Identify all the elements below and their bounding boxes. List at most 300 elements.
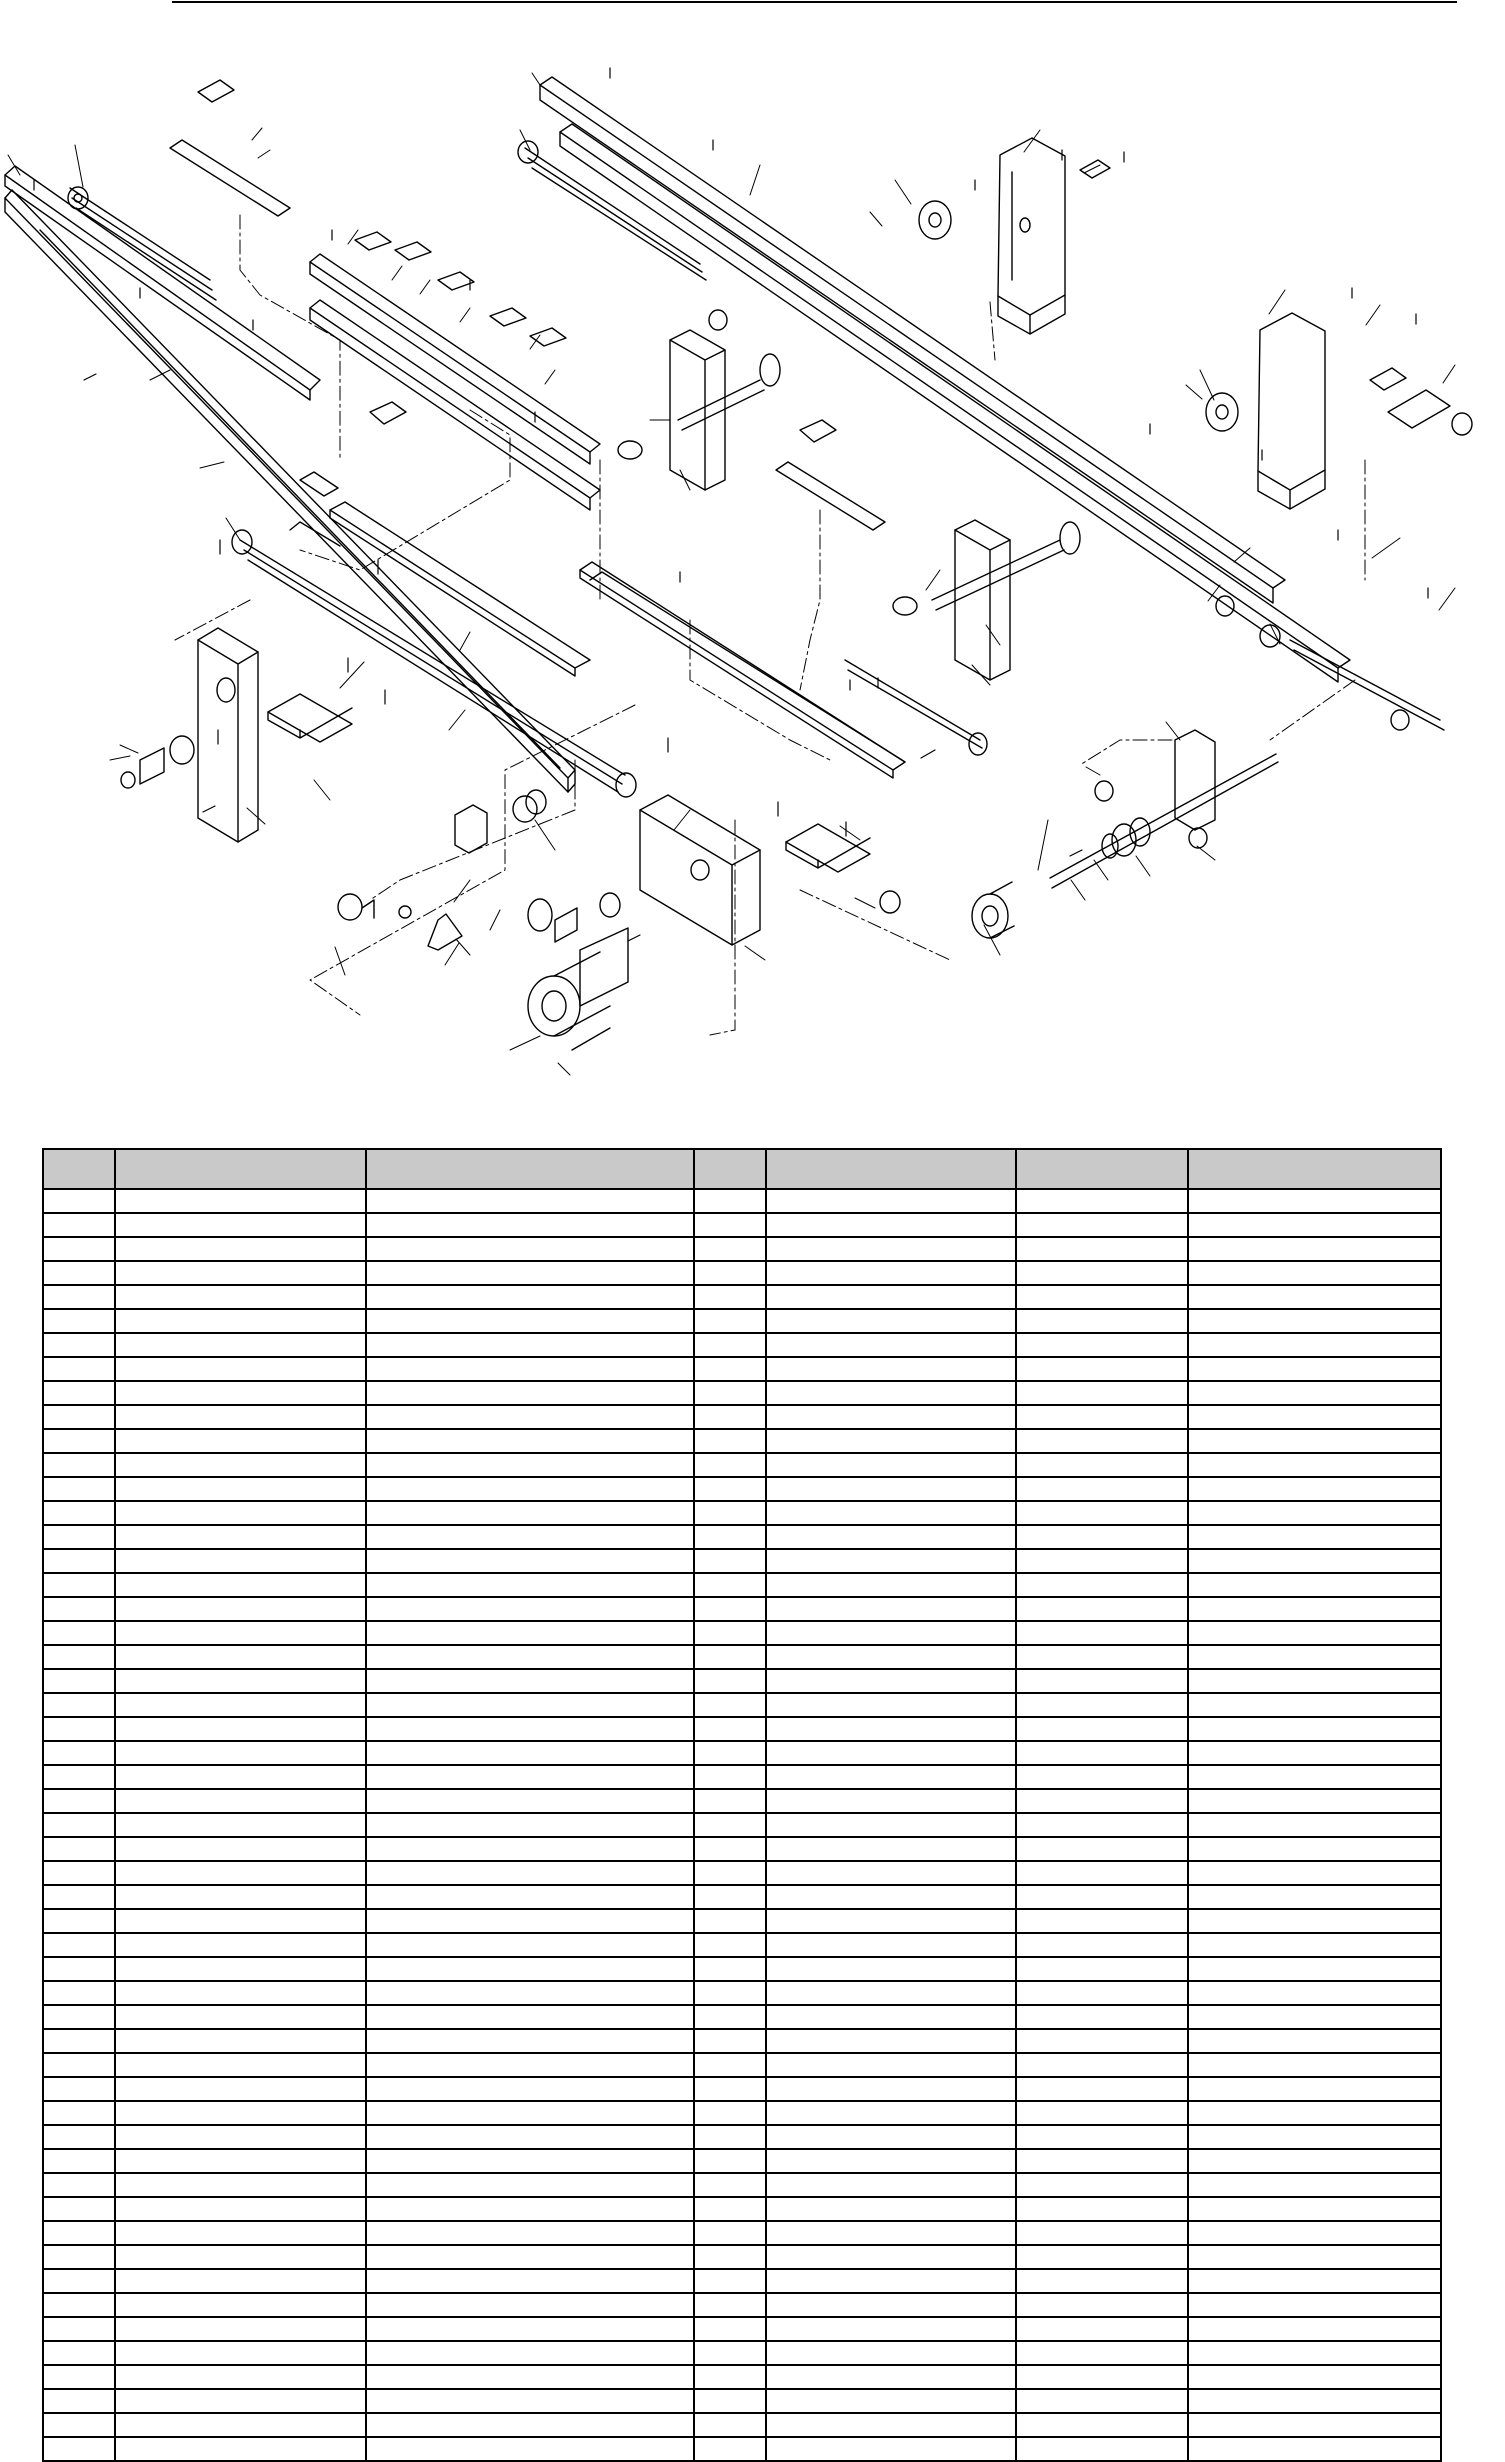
- left-side-plate: [121, 628, 352, 842]
- table-cell: [766, 2341, 1016, 2365]
- table-cell: [1016, 1957, 1188, 1981]
- table-cell: [694, 2101, 766, 2125]
- table-cell: [43, 1693, 115, 1717]
- table-cell: [694, 1213, 766, 1237]
- table-cell: [1016, 1213, 1188, 1237]
- table-cell: [694, 1885, 766, 1909]
- table-cell: [43, 1933, 115, 1957]
- table-cell: [115, 1381, 366, 1405]
- table-cell: [115, 2437, 366, 2461]
- table-cell: [1188, 1405, 1441, 1429]
- table-cell: [694, 1933, 766, 1957]
- table-cell: [1188, 2173, 1441, 2197]
- table-cell: [115, 2125, 366, 2149]
- table-cell: [1188, 1285, 1441, 1309]
- table-cell: [1016, 1261, 1188, 1285]
- table-cell: [1188, 2389, 1441, 2413]
- table-row: [43, 2125, 1441, 2149]
- header-cell: [366, 1149, 694, 1189]
- table-cell: [366, 2173, 694, 2197]
- table-row: [43, 1549, 1441, 1573]
- table-cell: [1188, 2437, 1441, 2461]
- table-row: [43, 1309, 1441, 1333]
- table-cell: [43, 1861, 115, 1885]
- table-cell: [366, 2341, 694, 2365]
- table-cell: [1188, 1309, 1441, 1333]
- table-cell: [1188, 2101, 1441, 2125]
- table-cell: [694, 1309, 766, 1333]
- table-cell: [43, 2245, 115, 2269]
- table-cell: [366, 1453, 694, 1477]
- table-cell: [366, 1237, 694, 1261]
- table-cell: [366, 1621, 694, 1645]
- table-cell: [1016, 1981, 1188, 2005]
- table-cell: [366, 1957, 694, 1981]
- table-row: [43, 1213, 1441, 1237]
- table-cell: [115, 1789, 366, 1813]
- header-cell: [43, 1149, 115, 1189]
- table-row: [43, 1885, 1441, 1909]
- table-cell: [766, 2317, 1016, 2341]
- table-cell: [766, 1189, 1016, 1213]
- table-cell: [366, 2269, 694, 2293]
- table-cell: [694, 2293, 766, 2317]
- table-cell: [1188, 1837, 1441, 1861]
- table-cell: [1188, 1549, 1441, 1573]
- right-shaft-assembly: [893, 520, 1280, 680]
- table-cell: [694, 1189, 766, 1213]
- table-cell: [115, 2269, 366, 2293]
- table-cell: [115, 2149, 366, 2173]
- header-cell: [766, 1149, 1016, 1189]
- table-cell: [766, 2293, 1016, 2317]
- table-cell: [366, 1861, 694, 1885]
- table-cell: [766, 2029, 1016, 2053]
- table-cell: [366, 1309, 694, 1333]
- page-header-rule: [172, 1, 1457, 3]
- lower-right-shaft: [972, 730, 1278, 938]
- center-shaft-assembly: [618, 310, 780, 490]
- table-cell: [115, 2101, 366, 2125]
- table-row: [43, 1669, 1441, 1693]
- table-cell: [43, 2173, 115, 2197]
- table-row: [43, 1909, 1441, 1933]
- table-cell: [766, 1405, 1016, 1429]
- table-row: [43, 1333, 1441, 1357]
- table-cell: [694, 1333, 766, 1357]
- table-cell: [43, 1837, 115, 1861]
- table-cell: [1016, 1741, 1188, 1765]
- table-cell: [1016, 1525, 1188, 1549]
- table-row: [43, 1237, 1441, 1261]
- table-row: [43, 2077, 1441, 2101]
- table-cell: [1188, 2341, 1441, 2365]
- table-cell: [115, 2365, 366, 2389]
- table-cell: [366, 1261, 694, 1285]
- table-row: [43, 2293, 1441, 2317]
- table-cell: [766, 2053, 1016, 2077]
- table-cell: [115, 2341, 366, 2365]
- table-cell: [694, 1693, 766, 1717]
- header-cell: [115, 1149, 366, 1189]
- table-row: [43, 2173, 1441, 2197]
- table-cell: [43, 2149, 115, 2173]
- table-cell: [43, 2341, 115, 2365]
- table-cell: [115, 1621, 366, 1645]
- table-cell: [115, 1909, 366, 1933]
- table-cell: [1188, 1381, 1441, 1405]
- table-cell: [694, 1405, 766, 1429]
- table-cell: [366, 2293, 694, 2317]
- table-cell: [366, 2365, 694, 2389]
- table-cell: [694, 2029, 766, 2053]
- table-cell: [115, 2293, 366, 2317]
- table-cell: [366, 1333, 694, 1357]
- table-cell: [43, 1957, 115, 1981]
- table-row: [43, 1453, 1441, 1477]
- table-cell: [43, 1381, 115, 1405]
- table-cell: [766, 2149, 1016, 2173]
- table-cell: [694, 2125, 766, 2149]
- table-cell: [694, 1477, 766, 1501]
- table-cell: [766, 1381, 1016, 1405]
- table-cell: [1016, 1309, 1188, 1333]
- table-cell: [1016, 1909, 1188, 1933]
- table-cell: [694, 1957, 766, 1981]
- table-cell: [366, 1693, 694, 1717]
- table-cell: [115, 1885, 366, 1909]
- table-row: [43, 1597, 1441, 1621]
- table-cell: [366, 1381, 694, 1405]
- table-cell: [43, 2077, 115, 2101]
- table-row: [43, 1837, 1441, 1861]
- table-cell: [766, 1693, 1016, 1717]
- table-cell: [694, 2245, 766, 2269]
- table-cell: [766, 1621, 1016, 1645]
- table-cell: [43, 2029, 115, 2053]
- table-cell: [694, 1813, 766, 1837]
- table-cell: [1188, 1501, 1441, 1525]
- table-cell: [366, 2221, 694, 2245]
- table-cell: [766, 1885, 1016, 1909]
- table-cell: [43, 1645, 115, 1669]
- table-cell: [1016, 1861, 1188, 1885]
- table-cell: [1188, 2269, 1441, 2293]
- table-cell: [766, 2173, 1016, 2197]
- table-cell: [43, 1189, 115, 1213]
- table-header-row: [43, 1149, 1441, 1189]
- table-cell: [366, 1405, 694, 1429]
- table-row: [43, 1765, 1441, 1789]
- table-cell: [366, 2437, 694, 2461]
- table-cell: [43, 2293, 115, 2317]
- table-cell: [1016, 1621, 1188, 1645]
- table-cell: [1188, 1429, 1441, 1453]
- table-cell: [366, 2389, 694, 2413]
- table-cell: [366, 2029, 694, 2053]
- table-cell: [43, 2365, 115, 2389]
- table-cell: [694, 2221, 766, 2245]
- table-cell: [766, 2077, 1016, 2101]
- table-cell: [115, 1837, 366, 1861]
- table-cell: [43, 1669, 115, 1693]
- table-cell: [766, 1477, 1016, 1501]
- table-cell: [766, 1237, 1016, 1261]
- table-cell: [366, 2053, 694, 2077]
- table-cell: [366, 1813, 694, 1837]
- table-cell: [766, 1669, 1016, 1693]
- table-cell: [115, 1237, 366, 1261]
- table-cell: [366, 1429, 694, 1453]
- table-cell: [1016, 1405, 1188, 1429]
- table-cell: [694, 1741, 766, 1765]
- table-body: [43, 1189, 1441, 2461]
- table-cell: [694, 1357, 766, 1381]
- table-cell: [43, 1477, 115, 1501]
- table-cell: [1016, 2245, 1188, 2269]
- center-left-rail: [310, 232, 600, 510]
- table-cell: [1016, 2101, 1188, 2125]
- table-cell: [694, 1837, 766, 1861]
- table-cell: [366, 1741, 694, 1765]
- table-cell: [115, 1285, 366, 1309]
- header-cell: [694, 1149, 766, 1189]
- table-row: [43, 1405, 1441, 1429]
- table-cell: [366, 1837, 694, 1861]
- header-cell: [1188, 1149, 1441, 1189]
- table-cell: [1188, 1813, 1441, 1837]
- table-cell: [1188, 1261, 1441, 1285]
- table-cell: [694, 2269, 766, 2293]
- table-row: [43, 2053, 1441, 2077]
- table-cell: [43, 2269, 115, 2293]
- table-cell: [115, 2173, 366, 2197]
- table-cell: [1188, 1333, 1441, 1357]
- table-cell: [115, 1765, 366, 1789]
- table-cell: [766, 1573, 1016, 1597]
- table-cell: [1188, 1621, 1441, 1645]
- table-cell: [366, 1213, 694, 1237]
- table-cell: [115, 2005, 366, 2029]
- table-cell: [43, 1525, 115, 1549]
- table-cell: [43, 1333, 115, 1357]
- table-cell: [43, 1981, 115, 2005]
- table-cell: [43, 2221, 115, 2245]
- table-cell: [1016, 2341, 1188, 2365]
- table-cell: [115, 1453, 366, 1477]
- table-cell: [115, 1333, 366, 1357]
- table-cell: [1188, 1213, 1441, 1237]
- table-cell: [694, 2197, 766, 2221]
- table-row: [43, 2317, 1441, 2341]
- table-cell: [1016, 2365, 1188, 2389]
- table-cell: [366, 2077, 694, 2101]
- table-cell: [766, 2269, 1016, 2293]
- table-cell: [115, 1981, 366, 2005]
- table-cell: [766, 2245, 1016, 2269]
- table-cell: [1188, 1933, 1441, 1957]
- table-cell: [115, 1525, 366, 1549]
- table-cell: [694, 2053, 766, 2077]
- table-cell: [43, 1285, 115, 1309]
- table-row: [43, 1381, 1441, 1405]
- table-cell: [1016, 2173, 1188, 2197]
- table-row: [43, 2221, 1441, 2245]
- table-cell: [115, 2317, 366, 2341]
- table-cell: [43, 2437, 115, 2461]
- table-row: [43, 1429, 1441, 1453]
- table-cell: [694, 1573, 766, 1597]
- table-cell: [366, 1909, 694, 1933]
- table-cell: [1016, 1693, 1188, 1717]
- table-cell: [43, 1453, 115, 1477]
- table-cell: [1016, 1189, 1188, 1213]
- table-row: [43, 2437, 1441, 2461]
- header-cell: [1016, 1149, 1188, 1189]
- table-cell: [694, 1381, 766, 1405]
- table-cell: [1188, 1189, 1441, 1213]
- table-cell: [1188, 2221, 1441, 2245]
- table-cell: [766, 1933, 1016, 1957]
- table-cell: [766, 1333, 1016, 1357]
- table-cell: [766, 1981, 1016, 2005]
- table-cell: [766, 2389, 1016, 2413]
- table-cell: [43, 1621, 115, 1645]
- table-cell: [115, 1309, 366, 1333]
- table-cell: [1188, 2245, 1441, 2269]
- table-cell: [43, 2317, 115, 2341]
- table-cell: [115, 1213, 366, 1237]
- table-row: [43, 2413, 1441, 2437]
- table-cell: [366, 1573, 694, 1597]
- parts-table: [42, 1148, 1442, 2462]
- table-cell: [115, 1501, 366, 1525]
- table-cell: [694, 2341, 766, 2365]
- table-cell: [1016, 2389, 1188, 2413]
- table-cell: [1188, 2413, 1441, 2437]
- table-cell: [366, 2005, 694, 2029]
- table-cell: [694, 1285, 766, 1309]
- table-cell: [1188, 1765, 1441, 1789]
- table-cell: [1016, 1453, 1188, 1477]
- table-cell: [694, 1765, 766, 1789]
- table-cell: [694, 2005, 766, 2029]
- table-cell: [43, 1405, 115, 1429]
- table-row: [43, 1357, 1441, 1381]
- table-cell: [115, 2077, 366, 2101]
- table-cell: [694, 2077, 766, 2101]
- table-cell: [694, 1237, 766, 1261]
- table-cell: [43, 1885, 115, 1909]
- table-cell: [766, 2365, 1016, 2389]
- table-cell: [366, 2125, 694, 2149]
- table-cell: [1016, 2125, 1188, 2149]
- table-cell: [115, 1861, 366, 1885]
- table-cell: [1188, 1885, 1441, 1909]
- table-cell: [43, 1429, 115, 1453]
- table-cell: [766, 2005, 1016, 2029]
- table-cell: [1016, 1645, 1188, 1669]
- table-cell: [694, 1429, 766, 1453]
- table-cell: [1188, 1693, 1441, 1717]
- table-cell: [1188, 1909, 1441, 1933]
- table-cell: [766, 2221, 1016, 2245]
- left-upper-rail: [5, 166, 320, 400]
- table-row: [43, 1957, 1441, 1981]
- table-cell: [694, 1789, 766, 1813]
- table-row: [43, 1621, 1441, 1645]
- table-cell: [1016, 2005, 1188, 2029]
- table-cell: [766, 1549, 1016, 1573]
- table-cell: [115, 2053, 366, 2077]
- table-cell: [366, 1717, 694, 1741]
- table-cell: [1016, 1429, 1188, 1453]
- table-cell: [766, 1285, 1016, 1309]
- lower-center-mount: [528, 795, 900, 945]
- table-cell: [1188, 1741, 1441, 1765]
- table-cell: [694, 1645, 766, 1669]
- table-cell: [115, 1597, 366, 1621]
- table-cell: [1016, 2269, 1188, 2293]
- table-cell: [366, 1285, 694, 1309]
- table-cell: [1188, 1357, 1441, 1381]
- table-row: [43, 1861, 1441, 1885]
- table-cell: [694, 2365, 766, 2389]
- table-cell: [115, 1357, 366, 1381]
- table-cell: [366, 1765, 694, 1789]
- table-row: [43, 2269, 1441, 2293]
- table-cell: [1188, 2077, 1441, 2101]
- table-cell: [1188, 1789, 1441, 1813]
- table-cell: [1016, 2077, 1188, 2101]
- table-cell: [1016, 1885, 1188, 1909]
- table-cell: [694, 1717, 766, 1741]
- table-cell: [1016, 1789, 1188, 1813]
- table-cell: [766, 2413, 1016, 2437]
- table-cell: [115, 2221, 366, 2245]
- table-row: [43, 1501, 1441, 1525]
- table-cell: [766, 1789, 1016, 1813]
- table-cell: [766, 1357, 1016, 1381]
- table-cell: [366, 1645, 694, 1669]
- table-cell: [1016, 1381, 1188, 1405]
- table-cell: [115, 1741, 366, 1765]
- table-cell: [766, 1213, 1016, 1237]
- table-cell: [1188, 2005, 1441, 2029]
- table-cell: [366, 1669, 694, 1693]
- table-cell: [43, 1909, 115, 1933]
- table-cell: [766, 1645, 1016, 1669]
- table-cell: [43, 1237, 115, 1261]
- table-row: [43, 2005, 1441, 2029]
- table-cell: [43, 2413, 115, 2437]
- table-cell: [694, 2173, 766, 2197]
- table-cell: [694, 1525, 766, 1549]
- table-cell: [766, 1309, 1016, 1333]
- table-cell: [115, 1189, 366, 1213]
- table-cell: [1188, 2317, 1441, 2341]
- table-row: [43, 1789, 1441, 1813]
- table-cell: [366, 2197, 694, 2221]
- table-cell: [43, 1549, 115, 1573]
- table-cell: [766, 1813, 1016, 1837]
- table-cell: [694, 1669, 766, 1693]
- table-cell: [694, 1597, 766, 1621]
- table-cell: [1016, 1837, 1188, 1861]
- table-cell: [366, 1933, 694, 1957]
- table-cell: [766, 1597, 1016, 1621]
- table-cell: [694, 2389, 766, 2413]
